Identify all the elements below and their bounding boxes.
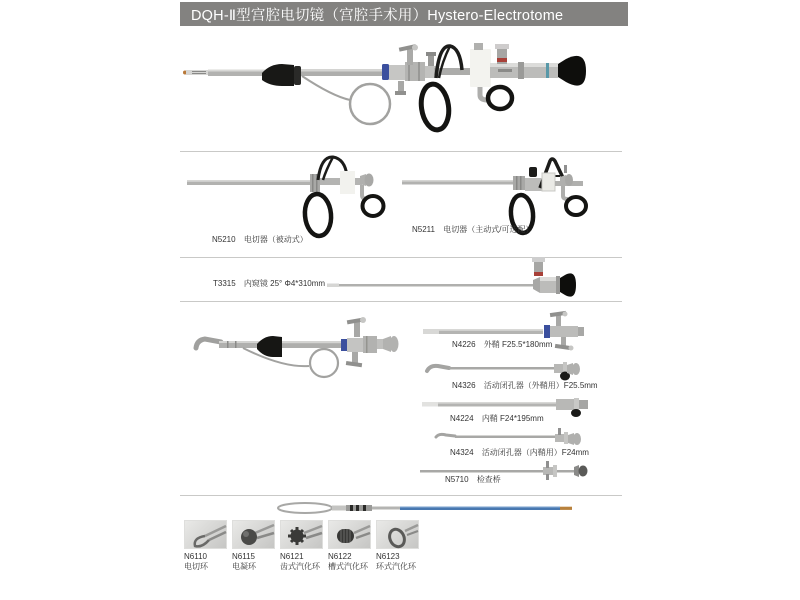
product-code: N4324 <box>450 448 474 457</box>
product-name: 内窥镜 25° Φ4*310mm <box>243 279 326 288</box>
electrode-thumb-n6121 <box>280 520 323 549</box>
product-image-t3315 <box>318 256 580 302</box>
electrode-thumb-n6110 <box>184 520 227 549</box>
product-image-n5710 <box>413 458 618 482</box>
product-name: 内鞘 F24*195mm <box>481 414 544 423</box>
cutting-loop-icon <box>185 521 228 550</box>
product-code: N4226 <box>452 340 476 349</box>
electrode-thumbnail-row <box>184 520 419 573</box>
product-label-n4226 <box>452 339 552 350</box>
product-name: 电切器（主动式/可选配） <box>443 225 534 234</box>
product-code: N5210 <box>212 235 236 244</box>
electrode-thumb-n6115 <box>232 520 275 549</box>
product-label-n5210 <box>212 234 308 245</box>
electrode-cell-n6123 <box>376 520 419 573</box>
divider <box>180 301 622 302</box>
electrode-cell-n6121 <box>280 520 323 573</box>
electrode-code: N6122 <box>328 552 352 561</box>
product-code: N5211 <box>412 225 435 234</box>
product-label-n4224 <box>450 413 544 424</box>
electrode-thumb-n6123 <box>376 520 419 549</box>
product-name: 电切器（被动式） <box>243 235 308 244</box>
electrode-code: N6121 <box>280 552 304 561</box>
electrode-code: N6115 <box>232 552 255 561</box>
main-resectoscope-image <box>182 36 622 142</box>
electrode-name: 槽式汽化环 <box>328 562 368 572</box>
sheath-assembly-image <box>183 306 423 406</box>
electrode-shaft-image <box>275 498 580 518</box>
electrode-cell-n6122 <box>328 520 371 573</box>
grooved-vaporization-icon <box>329 521 372 550</box>
page-title: DQH-Ⅱ型宫腔电切镜（宫腔手术用）Hystero-Electrotome <box>191 7 564 24</box>
electrode-label <box>232 552 275 573</box>
product-label-n5211 <box>412 224 533 235</box>
electrode-cell-n6110 <box>184 520 227 573</box>
electrode-name: 电凝环 <box>232 562 256 572</box>
product-name: 活动闭孔器（内鞘用）F24mm <box>481 448 589 457</box>
product-label-n5710 <box>445 474 501 485</box>
product-name: 活动闭孔器（外鞘用）F25.5mm <box>483 381 598 390</box>
product-image-n5210 <box>185 152 400 247</box>
product-label-n4326 <box>452 380 598 391</box>
product-code: T3315 <box>213 279 236 288</box>
ring-vaporization-icon <box>377 521 420 550</box>
product-name: 检查桥 <box>476 475 501 484</box>
product-code: N4326 <box>452 381 476 390</box>
product-code: N5710 <box>445 475 469 484</box>
product-label-n4324 <box>450 447 589 458</box>
product-code: N4224 <box>450 414 474 423</box>
electrode-thumb-n6122 <box>328 520 371 549</box>
electrode-name: 电切环 <box>184 562 208 572</box>
electrode-label <box>376 552 419 573</box>
electrode-name: 齿式汽化环 <box>280 562 320 572</box>
electrode-label <box>184 552 227 573</box>
toothed-vaporization-icon <box>281 521 324 550</box>
divider <box>180 495 622 496</box>
electrode-label <box>280 552 323 573</box>
electrode-code: N6123 <box>376 552 400 561</box>
electrode-code: N6110 <box>184 552 207 561</box>
product-image-n4326 <box>413 356 618 382</box>
electrode-label <box>328 552 371 573</box>
ball-electrode-icon <box>233 521 276 550</box>
product-label-t3315 <box>213 278 325 289</box>
page-header <box>180 2 628 26</box>
electrode-name: 环式汽化环 <box>376 562 416 572</box>
electrode-cell-n6115 <box>232 520 275 573</box>
product-name: 外鞘 F25.5*180mm <box>483 340 553 349</box>
